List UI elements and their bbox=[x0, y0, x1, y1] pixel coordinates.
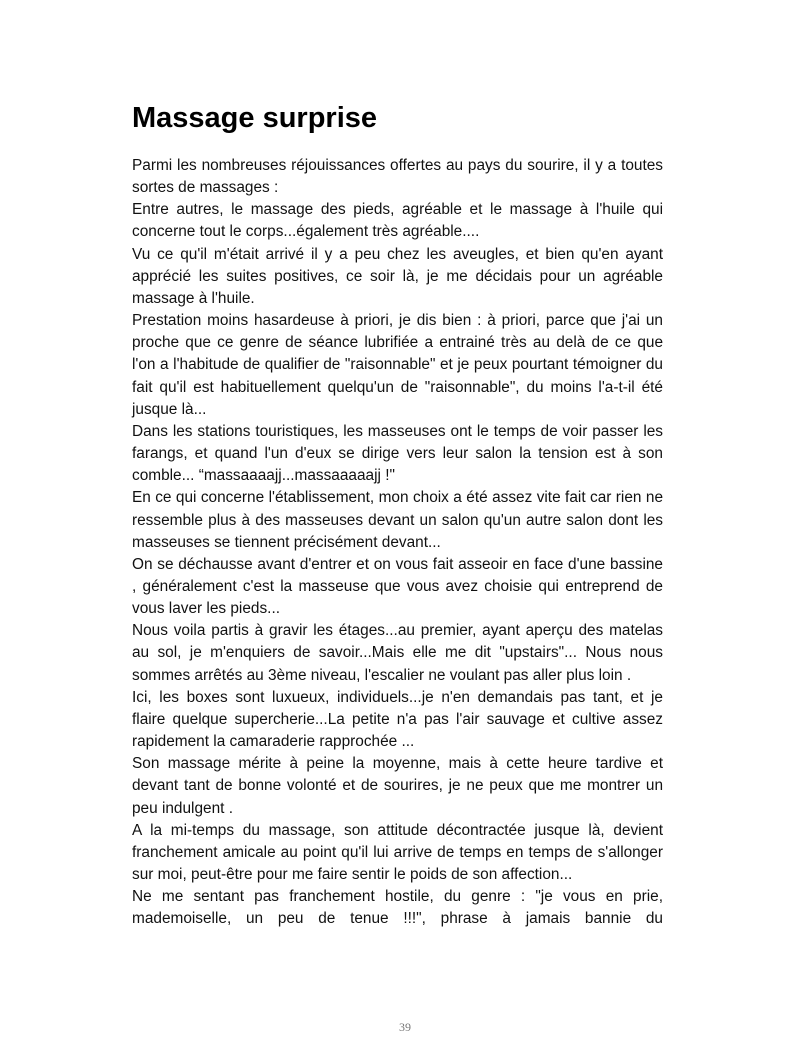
paragraph-12: Ne me sentant pas franchement hostile, du genre : "je vous en prie, mademoiselle, un peu de tenue !!!", phrase à jamais bannie du bbox=[132, 888, 663, 928]
paragraph-4: Prestation moins hasardeuse à priori, je dis bien : à priori, parce que j'ai un proche que ce genre de séance lubrifiée a entrainé très au delà de ce que l'on a l'habitude de qualifier de "raisonnable" et je peux pourtant témoigner du fait qu'il est habituellement quelqu'un de "raisonnable", du moins l'a-t-il été jusque là... bbox=[132, 312, 663, 418]
paragraph-7: On se déchausse avant d'entrer et on vous fait asseoir en face d'une bassine , généralement c'est la masseuse que vous avez choisie qui entreprend de vous laver les pieds... bbox=[132, 555, 663, 618]
page-number: 39 bbox=[399, 1020, 411, 1034]
paragraph-8: Nous voila partis à gravir les étages...au premier, ayant aperçu des matelas au sol, je m'enquiers de savoir...Mais elle me dit "upstairs"... Nous nous sommes arrêtés au 3ème niveau, l'escalier ne voulant pas aller plus loin . bbox=[132, 622, 663, 684]
paragraph-3: Vu ce qu'il m'était arrivé il y a peu chez les aveugles, et bien qu'en ayant apprécié les suites positives, ce soir là, je me décidais pour un agréable massage à l'huile. bbox=[132, 245, 663, 307]
page-title: Massage surprise bbox=[132, 102, 378, 134]
paragraph-11: A la mi-temps du massage, son attitude décontractée jusque là, devient franchement amicale au point qu'il lui arrive de temps en temps de s'allonger sur moi, peut-être pour me faire sentir le poids de son affection... bbox=[132, 821, 663, 883]
paragraph-9: Ici, les boxes sont luxueux, individuels...je n'en demandais pas tant, et je flaire quelque supercherie...La petite n'a pas l'air sauvage et cultive assez rapidement la camaraderie rapprochée ... bbox=[132, 688, 663, 751]
paragraph-6: En ce qui concerne l'établissement, mon choix a été assez vite fait car rien ne ressemble plus à des masseuses devant un salon qu'un autre salon dont les masseuses se tiennent précisément devant... bbox=[132, 489, 663, 551]
paragraph-5: Dans les stations touristiques, les masseuses ont le temps de voir passer les farangs, et quand l'un d'eux se dirige vers leur salon la tension est à son comble... “massaaaajj...massaaaaajj !" bbox=[132, 422, 663, 485]
paragraph-2: Entre autres, le massage des pieds, agréable et le massage à l'huile qui concerne tout le corps...également très agréable.... bbox=[132, 201, 663, 241]
paragraph-1: Parmi les nombreuses réjouissances offertes au pays du sourire, il y a toutes sortes de massages : bbox=[132, 157, 663, 197]
paragraph-10: Son massage mérite à peine la moyenne, mais à cette heure tardive et devant tant de bonne volonté et de sourires, je ne peux que me montrer un peu indulgent . bbox=[132, 755, 663, 817]
body-text bbox=[132, 155, 663, 930]
